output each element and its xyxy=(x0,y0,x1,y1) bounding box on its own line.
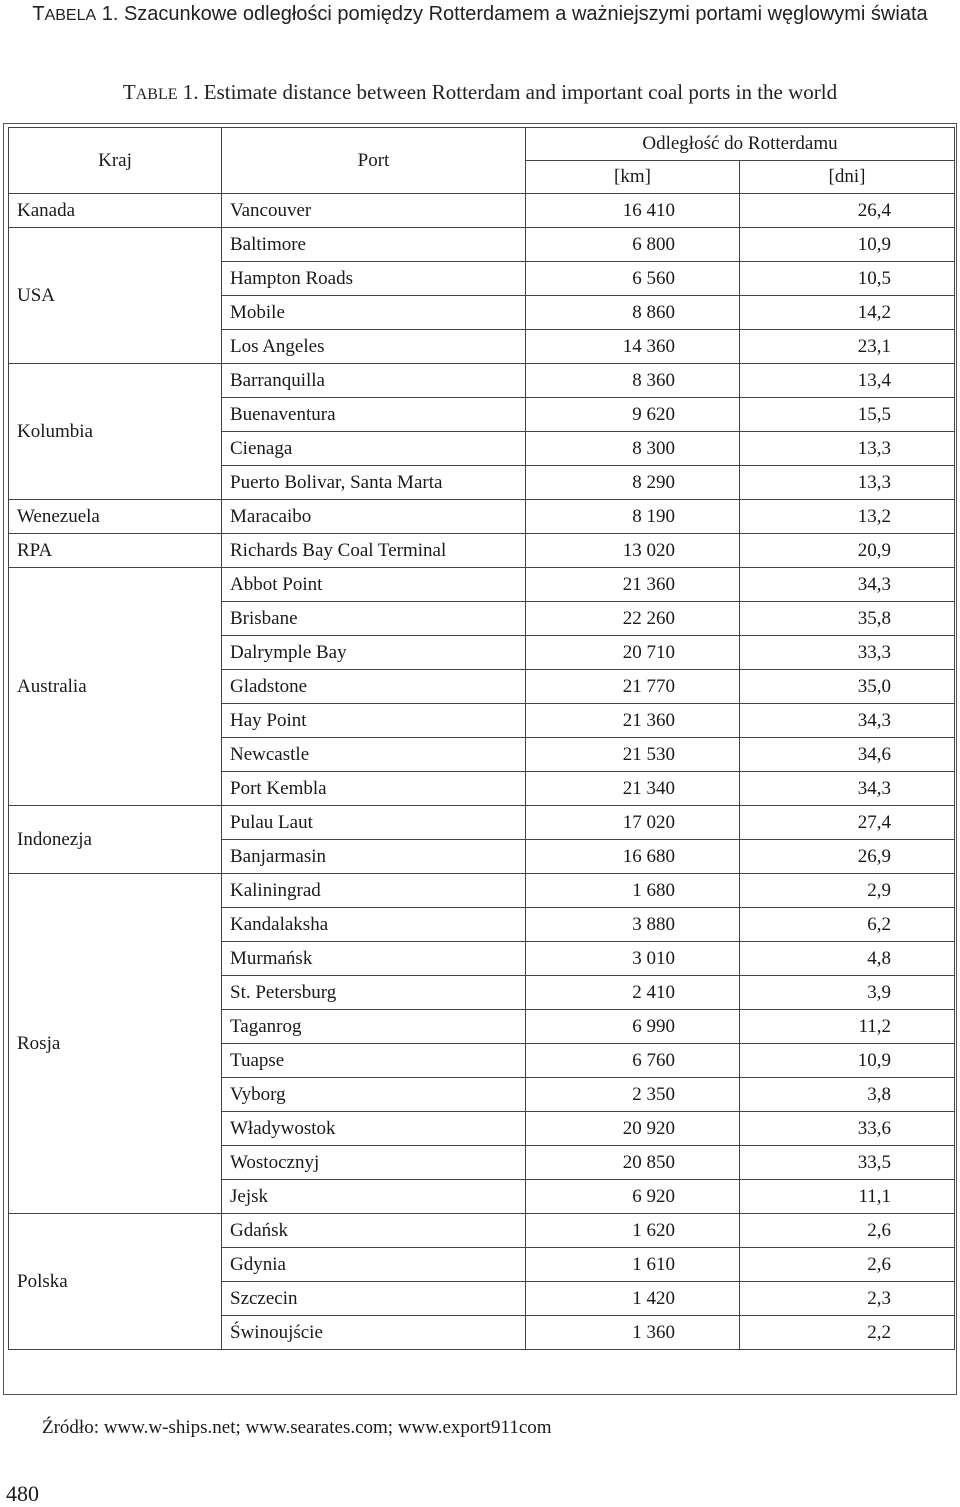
cell-days: 27,4 xyxy=(740,806,955,840)
cell-port: Port Kembla xyxy=(222,772,526,806)
cell-days: 34,6 xyxy=(740,738,955,772)
cell-km: 2 350 xyxy=(526,1078,740,1112)
header-country: Kraj xyxy=(9,128,222,194)
cell-days: 10,9 xyxy=(740,1044,955,1078)
cell-days: 3,8 xyxy=(740,1078,955,1112)
table-row xyxy=(9,874,955,908)
cell-port: Vyborg xyxy=(222,1078,526,1112)
cell-port: Brisbane xyxy=(222,602,526,636)
cell-km: 3 010 xyxy=(526,942,740,976)
cell-port: Jejsk xyxy=(222,1180,526,1214)
cell-km: 16 410 xyxy=(526,194,740,228)
cell-port: Gdynia xyxy=(222,1248,526,1282)
cell-port: Kandalaksha xyxy=(222,908,526,942)
table-row xyxy=(9,806,955,840)
table-row xyxy=(9,568,955,602)
header-km: [km] xyxy=(526,161,740,194)
cell-km: 20 850 xyxy=(526,1146,740,1180)
cell-port: Świnoujście xyxy=(222,1316,526,1350)
cell-km: 6 920 xyxy=(526,1180,740,1214)
cell-port: Puerto Bolivar, Santa Marta xyxy=(222,466,526,500)
cell-country: Kolumbia xyxy=(9,364,222,500)
cell-km: 21 770 xyxy=(526,670,740,704)
cell-km: 8 860 xyxy=(526,296,740,330)
page-number: 480 xyxy=(6,1481,39,1506)
cell-days: 10,5 xyxy=(740,262,955,296)
cell-days: 2,6 xyxy=(740,1248,955,1282)
cell-days: 4,8 xyxy=(740,942,955,976)
cell-days: 11,1 xyxy=(740,1180,955,1214)
cell-days: 13,3 xyxy=(740,466,955,500)
table-row xyxy=(9,534,955,568)
cell-km: 21 360 xyxy=(526,568,740,602)
cell-days: 13,2 xyxy=(740,500,955,534)
cell-port: Władywostok xyxy=(222,1112,526,1146)
cell-days: 2,3 xyxy=(740,1282,955,1316)
cell-days: 13,3 xyxy=(740,432,955,466)
cell-days: 34,3 xyxy=(740,568,955,602)
cell-km: 6 800 xyxy=(526,228,740,262)
cell-km: 16 680 xyxy=(526,840,740,874)
cell-port: Buenaventura xyxy=(222,398,526,432)
cell-country: Polska xyxy=(9,1214,222,1350)
cell-days: 15,5 xyxy=(740,398,955,432)
cell-km: 1 610 xyxy=(526,1248,740,1282)
cell-km: 8 290 xyxy=(526,466,740,500)
cell-days: 11,2 xyxy=(740,1010,955,1044)
cell-port: Los Angeles xyxy=(222,330,526,364)
cell-km: 21 340 xyxy=(526,772,740,806)
cell-days: 34,3 xyxy=(740,704,955,738)
cell-country: Kanada xyxy=(9,194,222,228)
title-pl-text: 1. Szacunkowe odległości pomiędzy Rotterdamem a ważniejszymi portami węglowymi świata xyxy=(96,3,928,25)
title-pl-prefix: T xyxy=(32,3,45,25)
title-en-prefix-small: ABLE xyxy=(135,86,178,103)
cell-country: USA xyxy=(9,228,222,364)
cell-km: 8 360 xyxy=(526,364,740,398)
table-row xyxy=(9,1214,955,1248)
header-days: [dni] xyxy=(740,161,955,194)
cell-days: 26,4 xyxy=(740,194,955,228)
table-row xyxy=(9,228,955,262)
cell-km: 6 560 xyxy=(526,262,740,296)
cell-port: Tuapse xyxy=(222,1044,526,1078)
title-pl-prefix-small: ABELA xyxy=(44,7,97,24)
cell-days: 6,2 xyxy=(740,908,955,942)
cell-days: 33,6 xyxy=(740,1112,955,1146)
cell-days: 2,9 xyxy=(740,874,955,908)
cell-port: Cienaga xyxy=(222,432,526,466)
cell-km: 21 530 xyxy=(526,738,740,772)
cell-days: 20,9 xyxy=(740,534,955,568)
table-row xyxy=(9,500,955,534)
cell-port: Gdańsk xyxy=(222,1214,526,1248)
cell-port: Maracaibo xyxy=(222,500,526,534)
cell-country: Wenezuela xyxy=(9,500,222,534)
cell-port: Vancouver xyxy=(222,194,526,228)
title-en-text: 1. Estimate distance between Rotterdam and important coal ports in the world xyxy=(177,80,838,104)
cell-days: 33,3 xyxy=(740,636,955,670)
cell-country: Australia xyxy=(9,568,222,806)
cell-km: 8 300 xyxy=(526,432,740,466)
cell-days: 2,6 xyxy=(740,1214,955,1248)
cell-port: Wostocznyj xyxy=(222,1146,526,1180)
cell-port: Dalrymple Bay xyxy=(222,636,526,670)
cell-days: 35,8 xyxy=(740,602,955,636)
cell-days: 33,5 xyxy=(740,1146,955,1180)
cell-km: 2 410 xyxy=(526,976,740,1010)
cell-port: Gladstone xyxy=(222,670,526,704)
cell-km: 6 760 xyxy=(526,1044,740,1078)
cell-port: Kaliningrad xyxy=(222,874,526,908)
cell-km: 13 020 xyxy=(526,534,740,568)
cell-country: Indonezja xyxy=(9,806,222,874)
cell-port: Newcastle xyxy=(222,738,526,772)
title-en-prefix: T xyxy=(122,80,136,104)
cell-country: RPA xyxy=(9,534,222,568)
cell-km: 1 680 xyxy=(526,874,740,908)
cell-port: Szczecin xyxy=(222,1282,526,1316)
table-title-polish xyxy=(0,0,960,30)
coal-ports-table xyxy=(8,127,955,1350)
table-row xyxy=(9,364,955,398)
cell-port: St. Petersburg xyxy=(222,976,526,1010)
cell-days: 26,9 xyxy=(740,840,955,874)
cell-port: Taganrog xyxy=(222,1010,526,1044)
cell-days: 13,4 xyxy=(740,364,955,398)
source-note: Źródło: www.w-ships.net; www.searates.com; www.export911com xyxy=(42,1417,552,1438)
cell-km: 8 190 xyxy=(526,500,740,534)
cell-km: 3 880 xyxy=(526,908,740,942)
cell-port: Richards Bay Coal Terminal xyxy=(222,534,526,568)
cell-km: 21 360 xyxy=(526,704,740,738)
cell-days: 2,2 xyxy=(740,1316,955,1350)
table-body xyxy=(9,194,955,1350)
cell-km: 17 020 xyxy=(526,806,740,840)
cell-country: Rosja xyxy=(9,874,222,1214)
cell-days: 35,0 xyxy=(740,670,955,704)
cell-km: 14 360 xyxy=(526,330,740,364)
cell-km: 1 360 xyxy=(526,1316,740,1350)
cell-port: Baltimore xyxy=(222,228,526,262)
cell-port: Murmańsk xyxy=(222,942,526,976)
table-header xyxy=(9,128,955,194)
cell-port: Pulau Laut xyxy=(222,806,526,840)
cell-port: Barranquilla xyxy=(222,364,526,398)
cell-port: Mobile xyxy=(222,296,526,330)
table-row xyxy=(9,194,955,228)
table-title-english xyxy=(0,78,960,109)
cell-days: 34,3 xyxy=(740,772,955,806)
cell-km: 20 920 xyxy=(526,1112,740,1146)
cell-days: 10,9 xyxy=(740,228,955,262)
cell-days: 23,1 xyxy=(740,330,955,364)
cell-km: 6 990 xyxy=(526,1010,740,1044)
cell-km: 20 710 xyxy=(526,636,740,670)
cell-km: 1 620 xyxy=(526,1214,740,1248)
cell-days: 3,9 xyxy=(740,976,955,1010)
cell-port: Hay Point xyxy=(222,704,526,738)
header-distance-group: Odległość do Rotterdamu xyxy=(526,128,955,161)
header-port: Port xyxy=(222,128,526,194)
cell-days: 14,2 xyxy=(740,296,955,330)
cell-km: 22 260 xyxy=(526,602,740,636)
cell-port: Banjarmasin xyxy=(222,840,526,874)
cell-km: 1 420 xyxy=(526,1282,740,1316)
cell-port: Abbot Point xyxy=(222,568,526,602)
cell-port: Hampton Roads xyxy=(222,262,526,296)
cell-km: 9 620 xyxy=(526,398,740,432)
